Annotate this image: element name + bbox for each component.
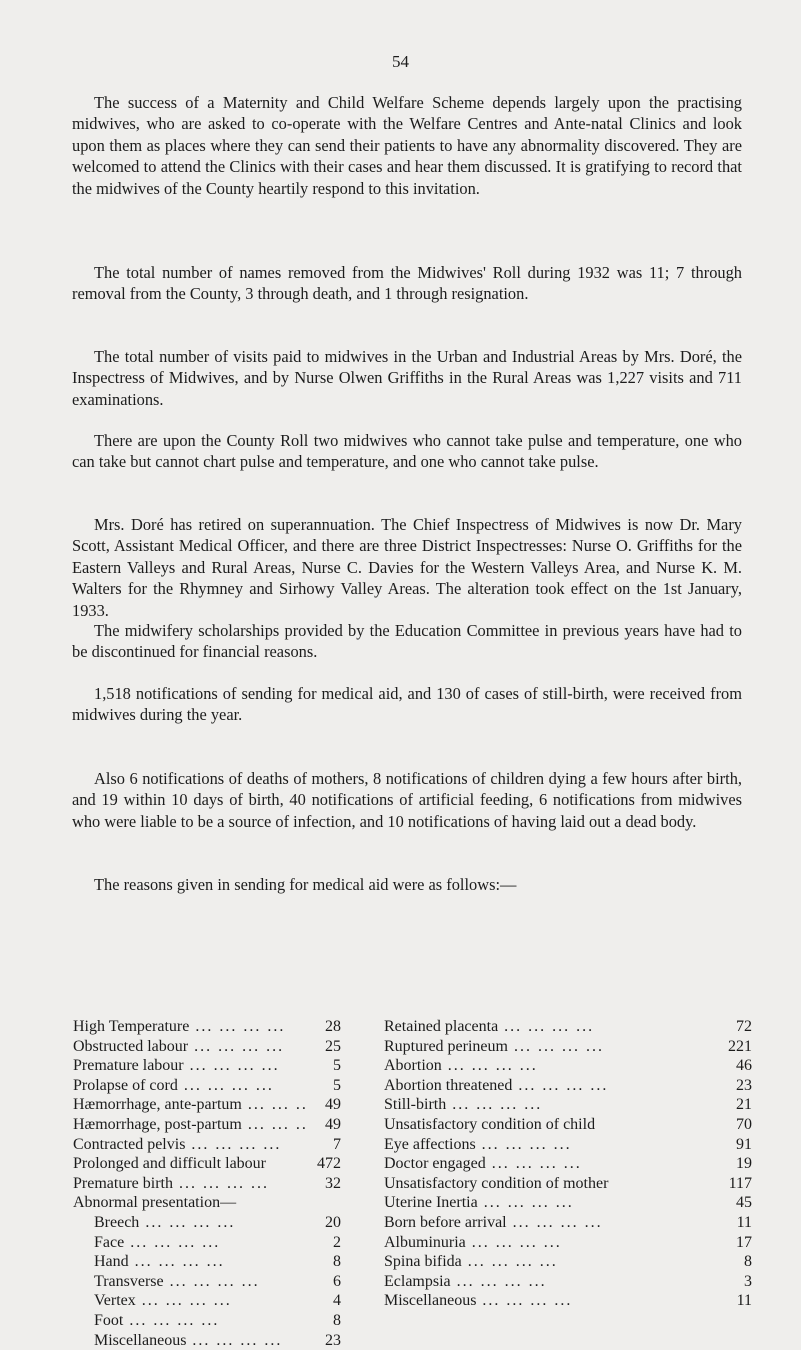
- reason-count: 8: [307, 1252, 341, 1272]
- leader-dots: [139, 1213, 307, 1233]
- reason-label: Abortion: [384, 1056, 442, 1076]
- leader-dots: [129, 1252, 307, 1272]
- leader-dots: [136, 1291, 307, 1311]
- reason-count: 6: [307, 1272, 341, 1292]
- reason-label: Born before arrival: [384, 1213, 507, 1233]
- reason-label: Spina bifida: [384, 1252, 462, 1272]
- reason-count: 72: [718, 1017, 752, 1037]
- leader-dots: [164, 1272, 307, 1292]
- reason-row: [384, 1213, 752, 1233]
- leader-dots: [498, 1017, 718, 1037]
- paragraph-inspectresses: Mrs. Doré has retired on superannuation. The Chief Inspectress of Midwives is now Dr. Mary Scott, Assistant Medical Officer, and there are three District Inspectresses: Nurse O. Griffiths for the Eastern Valleys and Rural Areas, Nurse C. Davies for the Western Valleys Area, and Nurse K. M. Walters for the Rhymney and Sirhowy Valley Areas. The alteration took effect on the 1st January, 1933.: [72, 514, 742, 621]
- leader-dots: [186, 1331, 307, 1350]
- reason-row: [384, 1233, 752, 1253]
- reason-row: [384, 1076, 752, 1096]
- paragraph-scholarships: The midwifery scholarships provided by the Education Committee in previous years have had to be discontinued for financial reasons.: [72, 620, 742, 663]
- reason-row: [73, 1272, 341, 1292]
- reason-label: Vertex: [73, 1291, 136, 1311]
- leader-dots: [123, 1311, 307, 1331]
- reason-row: [384, 1252, 752, 1272]
- reason-row: [73, 1017, 341, 1037]
- reason-row: [384, 1291, 752, 1311]
- reason-count: 5: [307, 1076, 341, 1096]
- reason-row: [384, 1056, 752, 1076]
- reason-count: 8: [718, 1252, 752, 1272]
- reason-label: Hæmorrhage, ante-partum: [73, 1095, 242, 1115]
- reasons-table-right: [384, 1017, 752, 1311]
- reason-count: 32: [307, 1174, 341, 1194]
- reason-row: [73, 1193, 341, 1213]
- reason-label: Premature birth: [73, 1174, 173, 1194]
- reason-row: [73, 1056, 341, 1076]
- reason-row: [384, 1017, 752, 1037]
- reason-count: 7: [307, 1135, 341, 1155]
- reason-row: [384, 1154, 752, 1174]
- paragraph-pulse-temperature: There are upon the County Roll two midwives who cannot take pulse and temperature, one who can take but cannot chart pulse and temperature, and one who cannot take pulse.: [72, 430, 742, 473]
- leader-dots: [466, 1233, 718, 1253]
- leader-dots: [462, 1252, 718, 1272]
- reason-count: 2: [307, 1233, 341, 1253]
- reason-count: 49: [307, 1095, 341, 1115]
- reason-count: 91: [718, 1135, 752, 1155]
- reason-label: Premature labour: [73, 1056, 184, 1076]
- reason-count: 21: [718, 1095, 752, 1115]
- reason-count: 3: [718, 1272, 752, 1292]
- reason-row: [73, 1213, 341, 1233]
- reason-label: Albuminuria: [384, 1233, 466, 1253]
- leader-dots: [185, 1135, 307, 1155]
- reason-row: [384, 1174, 752, 1194]
- reason-label: Eclampsia: [384, 1272, 451, 1292]
- reason-label: Miscellaneous: [384, 1291, 476, 1311]
- reason-count: 17: [718, 1233, 752, 1253]
- leader-dots: [184, 1056, 307, 1076]
- reason-label: Abnormal presentation—: [73, 1193, 236, 1213]
- reason-row: [73, 1311, 341, 1331]
- reason-count: 70: [718, 1115, 752, 1135]
- leader-dots: [189, 1017, 307, 1037]
- reason-count: 19: [718, 1154, 752, 1174]
- reason-count: 49: [307, 1115, 341, 1135]
- reason-label: Prolapse of cord: [73, 1076, 178, 1096]
- reason-row: [73, 1252, 341, 1272]
- reason-count: 11: [718, 1291, 752, 1311]
- reason-count: 20: [307, 1213, 341, 1233]
- reason-label: Foot: [73, 1311, 123, 1331]
- reason-row: [384, 1037, 752, 1057]
- leader-dots: [446, 1095, 718, 1115]
- reason-row: [73, 1291, 341, 1311]
- reason-label: High Temperature: [73, 1017, 189, 1037]
- reason-row: [384, 1135, 752, 1155]
- reason-count: 23: [307, 1331, 341, 1350]
- reason-label: Prolonged and difficult labour: [73, 1154, 266, 1174]
- reason-row: [73, 1135, 341, 1155]
- reason-count: 46: [718, 1056, 752, 1076]
- reason-label: Miscellaneous: [73, 1331, 186, 1350]
- reason-count: 11: [718, 1213, 752, 1233]
- reason-row: [73, 1154, 341, 1174]
- reason-row: [73, 1095, 341, 1115]
- leader-dots: [478, 1193, 718, 1213]
- reason-count: 8: [307, 1311, 341, 1331]
- leader-dots: [476, 1135, 718, 1155]
- reason-count: 117: [718, 1174, 752, 1194]
- reason-row: [73, 1076, 341, 1096]
- paragraph-midwives-roll: The total number of names removed from the Midwives' Roll during 1932 was 11; 7 through removal from the County, 3 through death, and 1 through resignation.: [72, 262, 742, 305]
- reason-row: [73, 1331, 341, 1350]
- reason-label: Eye affections: [384, 1135, 476, 1155]
- reason-label: Unsatisfactory condition of mother: [384, 1174, 608, 1194]
- reason-count: 28: [307, 1017, 341, 1037]
- paragraph-visits: The total number of visits paid to midwives in the Urban and Industrial Areas by Mrs. Doré, the Inspectress of Midwives, and by Nurse Olwen Griffiths in the Rural Areas was 1,227 visits and 711 examinations.: [72, 346, 742, 410]
- reason-label: Contracted pelvis: [73, 1135, 185, 1155]
- reason-label: Still-birth: [384, 1095, 446, 1115]
- leader-dots: [507, 1213, 718, 1233]
- leader-dots: [451, 1272, 718, 1292]
- reason-label: Hæmorrhage, post-partum: [73, 1115, 242, 1135]
- leader-dots: [486, 1154, 718, 1174]
- leader-dots: [173, 1174, 307, 1194]
- leader-dots: [178, 1076, 307, 1096]
- reason-label: Obstructed labour: [73, 1037, 188, 1057]
- reason-label: Doctor engaged: [384, 1154, 486, 1174]
- reason-row: [384, 1272, 752, 1292]
- paragraph-notifications: 1,518 notifications of sending for medical aid, and 130 of cases of still-birth, were received from midwives during the year.: [72, 683, 742, 726]
- reason-row: [73, 1174, 341, 1194]
- reason-row: [384, 1095, 752, 1115]
- reason-count: 45: [718, 1193, 752, 1213]
- leader-dots: [512, 1076, 718, 1096]
- leader-dots: [476, 1291, 718, 1311]
- reason-label: Uterine Inertia: [384, 1193, 478, 1213]
- paragraph-deaths: Also 6 notifications of deaths of mothers, 8 notifications of children dying a few hours after birth, and 19 within 10 days of birth, 40 notifications of artificial feeding, 6 notifications from midwives who were liable to be a source of infection, and 10 notifications of having laid out a dead body.: [72, 768, 742, 832]
- reason-count: 472: [307, 1154, 341, 1174]
- leader-dots: [508, 1037, 718, 1057]
- reason-label: Breech: [73, 1213, 139, 1233]
- reason-row: [384, 1193, 752, 1213]
- leader-dots: [242, 1095, 307, 1115]
- leader-dots: [124, 1233, 307, 1253]
- reason-label: Face: [73, 1233, 124, 1253]
- reason-count: 4: [307, 1291, 341, 1311]
- paragraph-reasons-intro: The reasons given in sending for medical aid were as follows:—: [72, 874, 742, 895]
- reason-label: Hand: [73, 1252, 129, 1272]
- leader-dots: [442, 1056, 718, 1076]
- reason-label: Retained placenta: [384, 1017, 498, 1037]
- leader-dots: [188, 1037, 307, 1057]
- page-number: 54: [0, 52, 801, 72]
- leader-dots: [242, 1115, 307, 1135]
- reasons-table-left: [73, 1017, 341, 1350]
- reason-row: [384, 1115, 752, 1135]
- reason-count: 221: [718, 1037, 752, 1057]
- reason-row: [73, 1037, 341, 1057]
- reason-count: 23: [718, 1076, 752, 1096]
- reason-label: Transverse: [73, 1272, 164, 1292]
- reason-label: Ruptured perineum: [384, 1037, 508, 1057]
- reason-label: Abortion threatened: [384, 1076, 512, 1096]
- reason-count: 25: [307, 1037, 341, 1057]
- reason-label: Unsatisfactory condition of child: [384, 1115, 595, 1135]
- reason-row: [73, 1115, 341, 1135]
- paragraph-maternity-scheme: The success of a Maternity and Child Welfare Scheme depends largely upon the practising midwives, who are asked to co-operate with the Welfare Centres and Ante-natal Clinics and look upon them as places where they can send their patients to have any abnormality discovered. They are welcomed to attend the Clinics with their cases and hear them discussed. It is gratifying to record that the midwives of the County heartily respond to this invitation.: [72, 92, 742, 199]
- reason-row: [73, 1233, 341, 1253]
- reason-count: 5: [307, 1056, 341, 1076]
